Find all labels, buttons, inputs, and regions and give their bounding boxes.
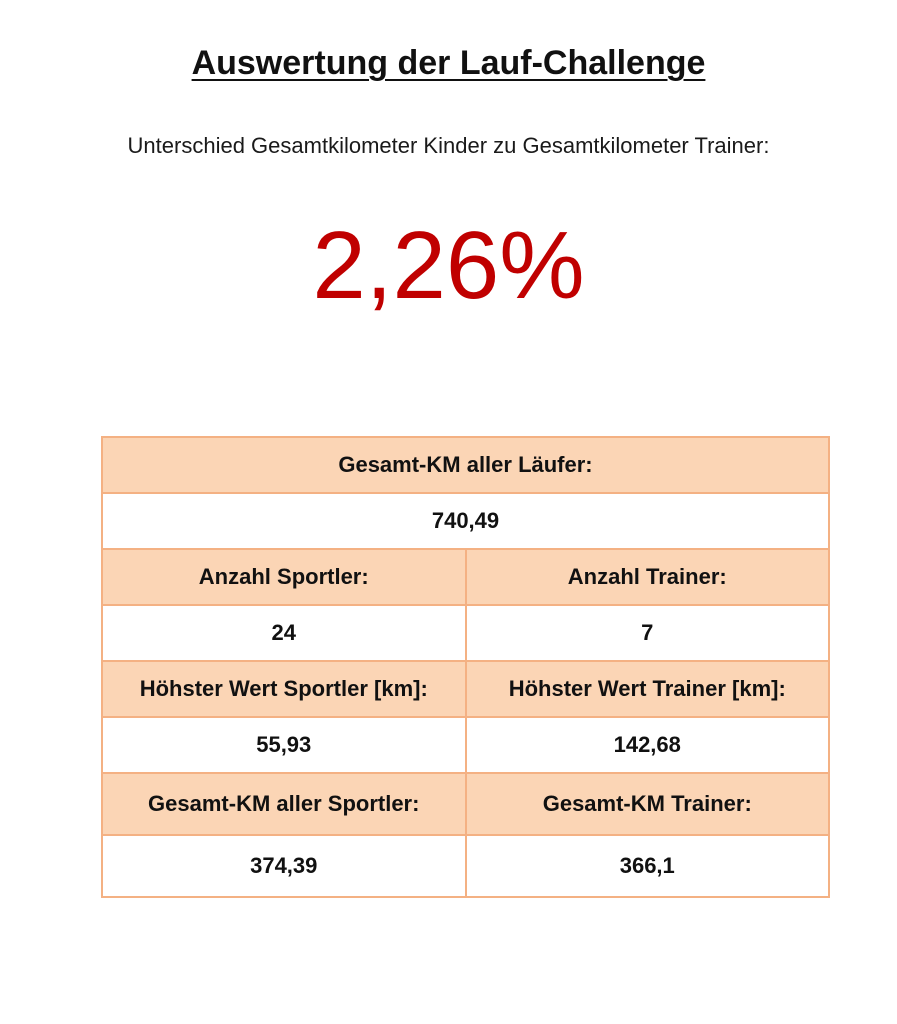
- page-subtitle: Unterschied Gesamtkilometer Kinder zu Gesamtkilometer Trainer:: [127, 133, 770, 158]
- athletes-total-label: Gesamt-KM aller Sportler:: [102, 773, 466, 835]
- table-row: [102, 773, 829, 835]
- trainers-count-label: Anzahl Trainer:: [466, 549, 830, 605]
- table-row: [102, 605, 829, 661]
- table-row: [102, 437, 829, 493]
- table-row: [102, 549, 829, 605]
- total-km-value: 740,49: [102, 493, 829, 549]
- table-row: [102, 493, 829, 549]
- athletes-count-label: Anzahl Sportler:: [102, 549, 466, 605]
- page-title: Auswertung der Lauf-Challenge: [191, 44, 706, 82]
- table-row: [102, 717, 829, 773]
- athletes-total-value: 374,39: [102, 835, 466, 897]
- difference-percent: 2,26%: [312, 212, 585, 319]
- trainers-count-value: 7: [466, 605, 830, 661]
- table-row: [102, 835, 829, 897]
- trainers-total-label: Gesamt-KM Trainer:: [466, 773, 830, 835]
- trainers-max-value: 142,68: [466, 717, 830, 773]
- athletes-max-value: 55,93: [102, 717, 466, 773]
- athletes-max-label: Höhster Wert Sportler [km]:: [102, 661, 466, 717]
- total-km-label: Gesamt-KM aller Läufer:: [102, 437, 829, 493]
- trainers-max-label: Höhster Wert Trainer [km]:: [466, 661, 830, 717]
- trainers-total-value: 366,1: [466, 835, 830, 897]
- stats-table: [101, 436, 830, 898]
- athletes-count-value: 24: [102, 605, 466, 661]
- table-row: [102, 661, 829, 717]
